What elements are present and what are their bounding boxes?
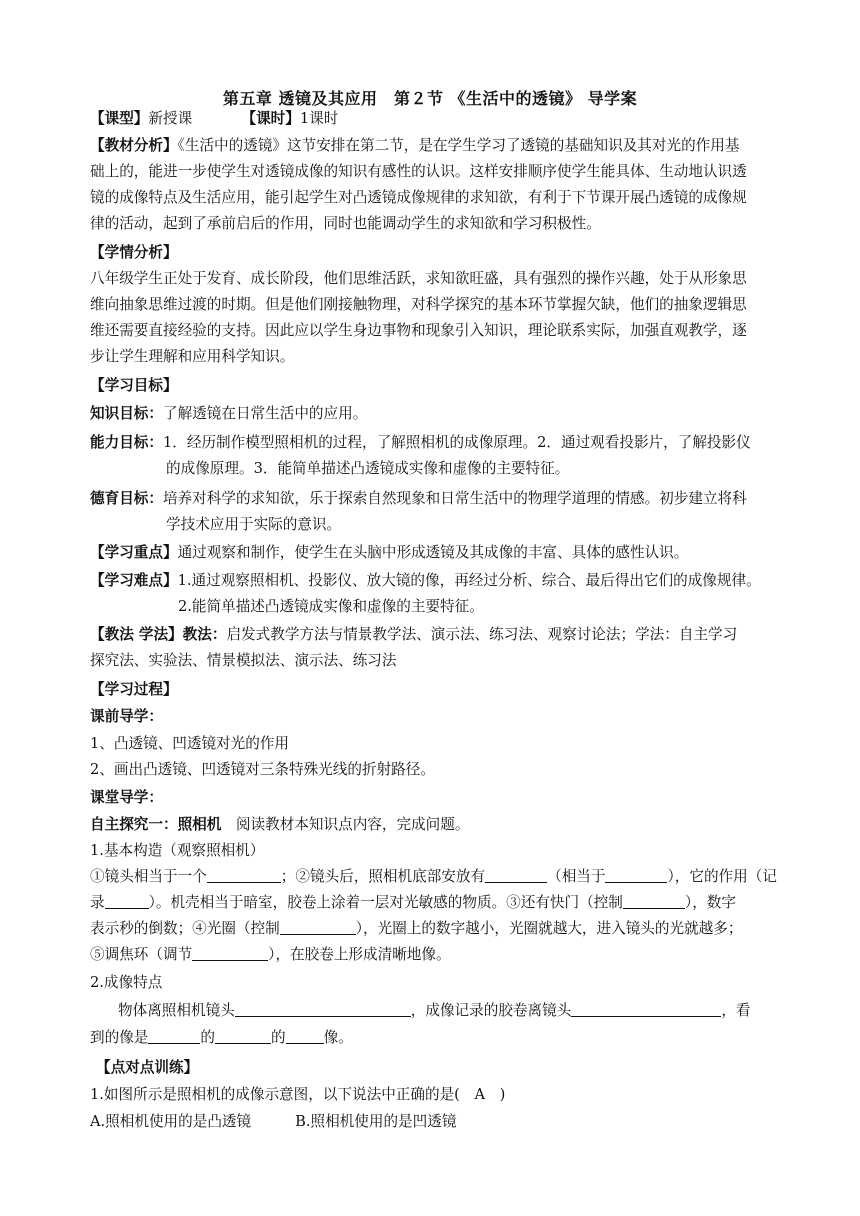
feature-subheading: 2.成像特点 [90,974,163,991]
feature-text-2d: 像。 [323,1029,353,1046]
key-point-text: 通过观察和制作，使学生在头脑中形成透镜及其成像的丰富、具体的感性认识。 [177,544,689,561]
key-point-label: 【学习重点】 [90,544,178,561]
methods-line-2: 探究法、实验法、情景模拟法、演示法、练习法 [90,652,397,669]
blank-record[interactable] [105,892,149,909]
structure-text-1d: ），它的作用（记 [667,868,777,885]
teach-label: 教法： [182,626,227,643]
period-label: 【课时】 [241,110,300,127]
feature-text-1b: ，成像记录的胶卷离镜头 [410,1002,572,1019]
moral-goal-1 [90,486,780,512]
difficulty-line-2: 2.能简单描述凸透镜成实像和虚像的主要特征。 [178,598,484,615]
feature-text-1a: 物体离照相机镜头 [118,1002,235,1019]
moral-label: 德育目标： [90,490,163,507]
structure-text-3a: 表示秒的倒数；④光圈（控制 [90,920,280,937]
in-class-heading: 课堂导学： [90,789,163,806]
students-line-3: 维还需要直接经验的支持。因此应以学生身边事物和现象引入知识，理论联系实际，加强直观教学，逐 [90,322,747,339]
structure-text-4a: ⑤调焦环（调节 [90,946,193,963]
material-line-2: 础上的，能进一步使学生对透镜成像的知识有感性的认识。这样安排顺序使学生能具体、生动地认识透 [90,163,747,180]
training-heading: 【点对点训练】 [96,1059,199,1076]
blank-lens[interactable] [207,866,281,883]
blank-object-distance[interactable] [235,1000,411,1017]
goals-heading: 【学习目标】 [90,377,178,394]
material-label: 【教材分析】 [90,137,178,154]
structure-text-1a: ①镜头相当于一个 [90,868,207,885]
structure-line-1 [90,864,780,890]
material-line-4: 律的活动，起到了承前启后的作用，同时也能调动学生的求知欲和学习积极性。 [90,215,601,232]
structure-subheading: 1.基本构造（观察照相机） [90,842,265,859]
feature-line-2 [90,1025,780,1051]
structure-line-2 [90,890,780,916]
feature-text-1c: ，看 [721,1002,751,1019]
blank-aperture[interactable] [280,918,356,935]
students-line-4: 步让学生理解和应用科学知识。 [90,348,295,365]
material-line-3: 镜的成像特点及生活应用，能引起学生对凸透镜成像规律的求知欲，有利于下节课开展凸透镜的成像规 [90,189,747,206]
moral-goal-2: 学技术应用于实际的意识。 [166,516,342,533]
ability-text-1: 1．经历制作模型照相机的过程，了解照相机的成像原理。2．通过观看投影片，了解投影仪 [162,434,751,451]
structure-line-4 [90,942,780,968]
difficulty-label: 【学习难点】 [90,572,178,589]
blank-size[interactable] [215,1027,271,1044]
structure-text-4b: ），在胶卷上形成清晰地像。 [268,946,451,963]
moral-text-1: 培养对科学的求知欲，乐于探索自然现象和日常生活中的物理学道理的情感。初步建立将科 [162,490,747,507]
methods-line-1 [90,622,780,648]
structure-text-1b: ；②镜头后，照相机底部安放有 [280,868,486,885]
material-line-1 [90,133,780,159]
blank-orientation[interactable] [148,1027,200,1044]
methods-label: 【教法 学法】 [90,626,183,643]
difficulty-text-1: 1.通过观察照相机、投影仪、放大镜的像，再经过分析、综合、最后得出它们的成像规律。 [177,572,761,589]
key-point [90,540,780,566]
feature-line-1 [118,998,780,1024]
training-question-1: 1.如图所示是照相机的成像示意图，以下说法中正确的是( A ) [90,1086,506,1103]
structure-text-3b: ），光圈上的数字越小，光圈就越大，进入镜头的光就越多； [355,920,743,937]
training-options [90,1109,780,1135]
pre-class-item-2: 2、画出凸透镜、凹透镜对三条特殊光线的折射路径。 [90,761,435,778]
blank-film[interactable] [485,866,547,883]
blank-equivalent[interactable] [605,866,667,883]
knowledge-goal [90,401,780,427]
option-a: A.照相机使用的是凸透镜 [90,1113,252,1130]
structure-text-2a: 录 [90,894,105,911]
ability-goal-2: 的成像原理。3．能简单描述凸透镜成实像和虚像的主要特征。 [166,460,570,477]
ability-label: 能力目标： [90,434,163,451]
feature-text-2a: 到的像是 [90,1029,149,1046]
structure-text-2c: ），数字 [684,894,736,911]
explore1-heading [90,812,780,838]
ability-goal-1 [90,430,780,456]
blank-focus[interactable] [192,944,268,961]
knowledge-label: 知识目标： [90,405,163,422]
material-text-1: 《生活中的透镜》这节安排在第二节，是在学生学习了透镜的基础知识及其对光的作用基 [177,137,740,154]
students-line-2: 维向抽象思维过渡的时期。但是他们刚接触物理，对科学探究的基本环节掌握欠缺，他们的抽象逻辑思 [90,296,747,313]
pre-class-heading: 课前导学： [90,708,163,725]
students-line-1: 八年级学生正处于发育、成长阶段，他们思维活跃，求知欲旺盛，具有强烈的操作兴趣，处于从形象思 [90,270,747,287]
students-heading: 【学情分析】 [90,244,178,261]
methods-text-1: 启发式教学方法与情景教学法、演示法、练习法、观察讨论法；学法：自主学习 [226,626,738,643]
feature-text-2c: 的 [271,1029,286,1046]
process-heading: 【学习过程】 [90,681,178,698]
type-value: 新授课 [148,110,193,127]
structure-text-2b: ）。机壳相当于暗室，胶卷上涂着一层对光敏感的物质。③还有快门（控制 [148,894,623,911]
blank-type[interactable] [286,1027,324,1044]
pre-class-item-1: 1、凸透镜、凹透镜对光的作用 [90,735,290,752]
blank-image-distance[interactable] [571,1000,721,1017]
period-value: 1课时 [299,110,339,127]
difficulty-line-1 [90,568,780,594]
structure-text-1c: （相当于 [547,868,606,885]
knowledge-text: 了解透镜在日常生活中的应用。 [162,405,368,422]
feature-text-2b: 的 [200,1029,215,1046]
type-label: 【课型】 [90,110,149,127]
document-title: 第五章 透镜及其应用 第２节 《生活中的透镜》 导学案 [222,89,638,108]
explore1-text: 阅读教材本知识点内容，完成问题。 [221,816,470,833]
explore1-label: 自主探究一：照相机 [90,816,222,833]
structure-line-3 [90,916,780,942]
lesson-meta [90,106,780,132]
option-b: B.照相机使用的是凹透镜 [295,1113,457,1130]
blank-shutter[interactable] [623,892,685,909]
